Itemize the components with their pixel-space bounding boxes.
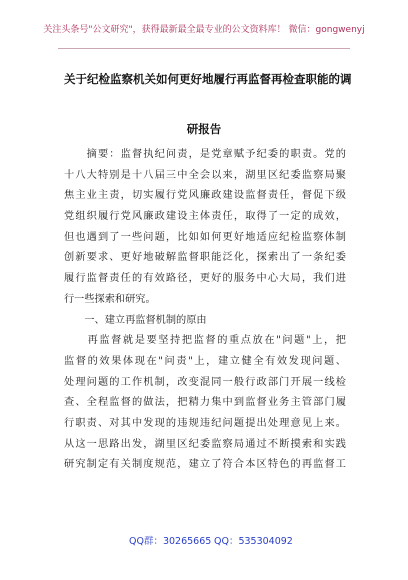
header-banner: 关注头条号"公文研究"，获得最新最全最专业的公文资料库！ 微信：gongwenyj (43, 25, 365, 35)
document-title-line-2: 研报告 (186, 122, 222, 136)
text-line: 从这一思路出发，湖里区纪委监察局通过不断摸索和实践 (64, 438, 346, 450)
text-line: 但也遇到了一些问题，比如如何更好地适应纪检监察体制 (64, 231, 346, 243)
document-title-line-1: 关于纪检监察机关如何更好地履行再监督再检查职能的调 (64, 72, 352, 86)
text-line: 焦主业主责，切实履行党风廉政建设监督责任，督促下级 (64, 190, 346, 202)
section-heading-text: 一、建立再监督机制的原由 (64, 314, 207, 326)
text-line: 查、全程监督的做法，把精力集中到监督业务主管部门履 (64, 397, 346, 409)
text-line: 履行监督责任的有效路径，更好的服务中心大局，我们进 (64, 273, 346, 285)
text-line: 研究制定有关制度规范，建立了符合本区特色的再监督工 (64, 459, 346, 471)
text-line: 行一些探索和研究。 (64, 293, 156, 305)
text-line: 处理问题的工作机制，改变混同一般行政部门开展一线检 (64, 376, 346, 388)
text-line: 行职责、对其中发现的违规违纪问题提出处理意见上来。 (64, 417, 346, 429)
document-body (64, 145, 346, 476)
text-line: 监督的效果体现在"问责"上，建立健全有效发现问题、 (64, 355, 346, 367)
qq-contact-number: QQ：535304092 (214, 536, 293, 547)
text-line: 创新要求、更好地破解监督职能泛化，探索出了一条纪委 (64, 252, 346, 264)
qq-group-number: QQ群：30265665 (129, 536, 212, 547)
header-divider (58, 48, 350, 49)
abstract-paragraph (64, 145, 346, 311)
body-paragraph (64, 331, 346, 476)
section-heading (64, 311, 346, 332)
text-line: 十八大特别是十八届三中全会以来，湖里区纪委监察局聚 (64, 169, 346, 181)
text-line: 再监督就是要坚持把监督的重点放在"问题"上，把 (64, 335, 346, 347)
text-line: 摘要：监督执纪问责，是党章赋予纪委的职责。党的 (64, 149, 346, 160)
text-line: 党组织履行党风廉政建设主体责任，取得了一定的成效， (64, 211, 346, 223)
